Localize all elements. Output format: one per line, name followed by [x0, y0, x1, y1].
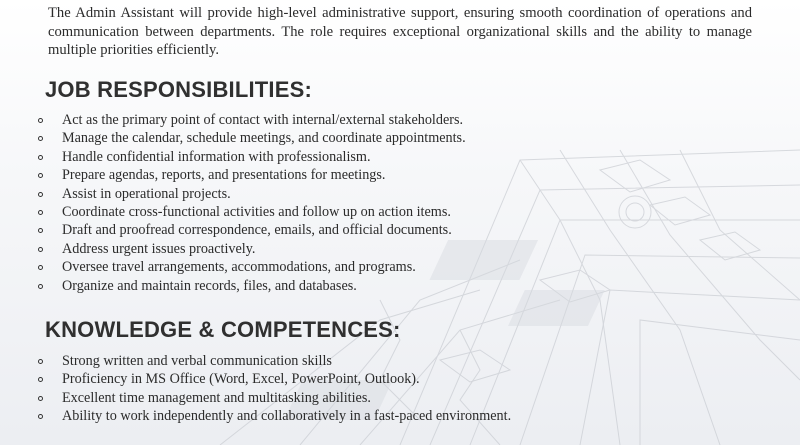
bullet-circle-icon	[38, 192, 43, 197]
bullet-circle-icon	[38, 173, 43, 178]
job-responsibilities-heading: JOB RESPONSIBILITIES:	[45, 77, 313, 102]
bullet-circle-icon	[38, 284, 43, 289]
bullet-circle-icon	[38, 136, 43, 141]
bullet-circle-icon	[38, 414, 43, 419]
bullet-circle-icon	[38, 228, 43, 233]
bullet-circle-icon	[38, 118, 43, 123]
bullet-circle-icon	[38, 265, 43, 270]
bullet-circle-icon	[38, 210, 43, 215]
bullet-circle-icon	[38, 359, 43, 364]
bullet-circle-icon	[38, 377, 43, 382]
bullet-circle-icon	[38, 396, 43, 401]
role-summary-paragraph: The Admin Assistant will provide high-level administrative support, ensuring smooth coordination of operations and communication between departments. The role requires exceptional organizational skills and the ability to manage multiple priorities efficiently.	[48, 5, 752, 58]
bullet-circle-icon	[38, 247, 43, 252]
job-description-page: The Admin Assistant will provide high-level administrative support, ensuring smooth coordination of operations and communication between departments. The role requires exceptional organizational skills and the ability to manage multiple priorities efficiently. JOB RESPONSIBILITIES: Act as the primary point of contact with internal/external stakeholders. Manage the calendar, schedule meetings, and coordinate appointments. Handle confidential information with professionalism. Prepare agendas, reports, and presentations for meetings. Assist in operational projects. Coordinate cross-functional activities and follow up on action items. Draft and proofread correspondence, emails, and official documents. Address urgent issues proactively. Oversee travel arrangements, accommodations, and programs. Organize and maintain records, files, and databases. KNOWLEDGE & COMPETENCES: Strong written and verbal communication skills Proficiency in MS Office (Word, Excel, PowerPoint, Outlook). Excellent time management and multitasking abilities. Ability to work independently and collaboratively in a fast-paced environment.	[0, 0, 800, 445]
knowledge-competences-heading: KNOWLEDGE & COMPETENCES:	[45, 317, 401, 342]
bullet-circle-icon	[38, 155, 43, 160]
